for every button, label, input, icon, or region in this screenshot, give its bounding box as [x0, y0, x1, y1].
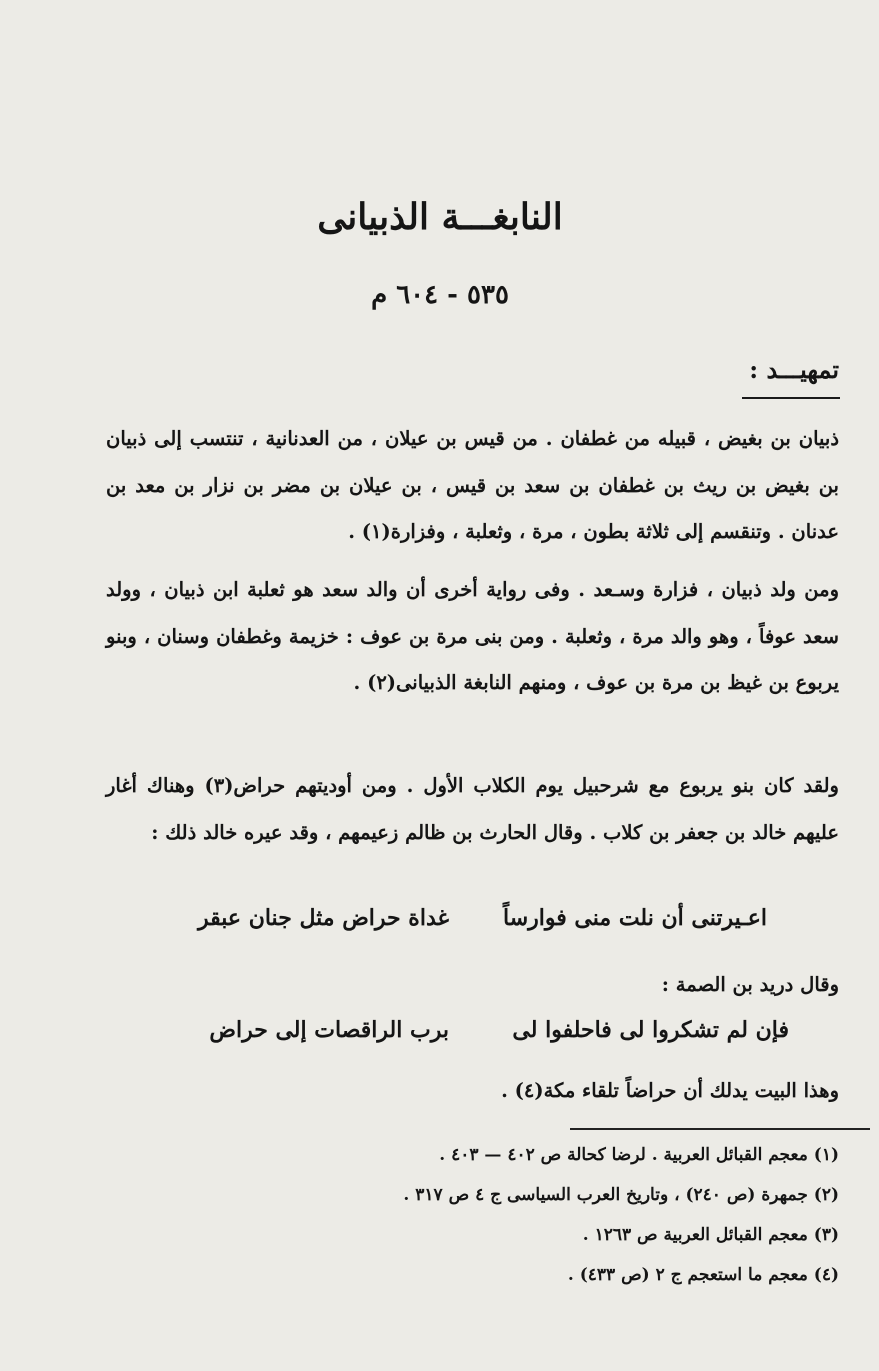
paragraph-1: ذبيان بن بغيض ، قبيله من غطفان . من قيس بن عيلان ، من العدنانية ، تنتسب إلى ذبيان بن بغيض بن ريث بن غطفان بن سعد بن قيس ، بن عيلان بن مضر بن نزار بن معد بن عدنان . وتنقسم إلى ثلاثة بطون ، مرة ، وثعلبة ، وفزارة(١) . — [106, 427, 839, 543]
footnote-2: (٢) جمهرة (ص ٢٤٠) ، وتاريخ العرب السياسى ج ٤ ص ٣١٧ . — [403, 1185, 839, 1205]
closing-line: وهذا البيت يدلك أن حراضاً تلقاء مكة(٤) . — [501, 1079, 839, 1102]
footnote-4: (٤) معجم ما استعجم ج ٢ (ص ٤٣٣) . — [567, 1265, 839, 1285]
paragraph-3: ولقد كان بنو يربوع مع شرحبيل يوم الكلاب الأول . ومن أوديتهم حراض(٣) وهناك أغار عليهم خالد بن جعفر بن كلاب . وقال الحارث بن ظالم زعيمهم ، وقد عيره خالد ذلك : — [106, 774, 839, 844]
verse-1-second-hemistich: غداة حراض مثل جنان عبقر — [198, 905, 449, 931]
verse-1-first-hemistich: اعـيرتنى أن نلت منى فوارساً — [503, 905, 767, 931]
heading-underline — [742, 397, 840, 399]
verse-2-intro: وقال دريد بن الصمة : — [661, 973, 839, 996]
section-heading: تمهيـــد : — [749, 355, 839, 384]
footnote-separator — [570, 1128, 870, 1130]
verse-2-first-hemistich: فإن لم تشكروا لى فاحلفوا لى — [512, 1017, 789, 1043]
footnote-3: (٣) معجم القبائل العربية ص ١٢٦٣ . — [582, 1225, 839, 1245]
page-title: النابغـــة الذبيانى — [317, 196, 563, 238]
years-subtitle: ٥٣٥ - ٦٠٤ م — [371, 280, 509, 310]
verse-2-second-hemistich: برب الراقصات إلى حراض — [209, 1017, 449, 1043]
paragraph-2: ومن ولد ذبيان ، فزارة وسـعد . وفى رواية أخرى أن والد سعد هو ثعلبة ابن ذبيان ، وولد سعد عوفاً ، وهو والد مرة ، وثعلبة . ومن بنى مرة بن عوف : خزيمة وغطفان وسنان ، وبنو يربوع بن غيظ بن مرة بن عوف ، ومنهم النابغة الذبيانى(٢) . — [106, 578, 839, 694]
footnote-1: (١) معجم القبائل العربية . لرضا كحالة ص ٤٠٢ — ٤٠٣ . — [439, 1145, 839, 1165]
